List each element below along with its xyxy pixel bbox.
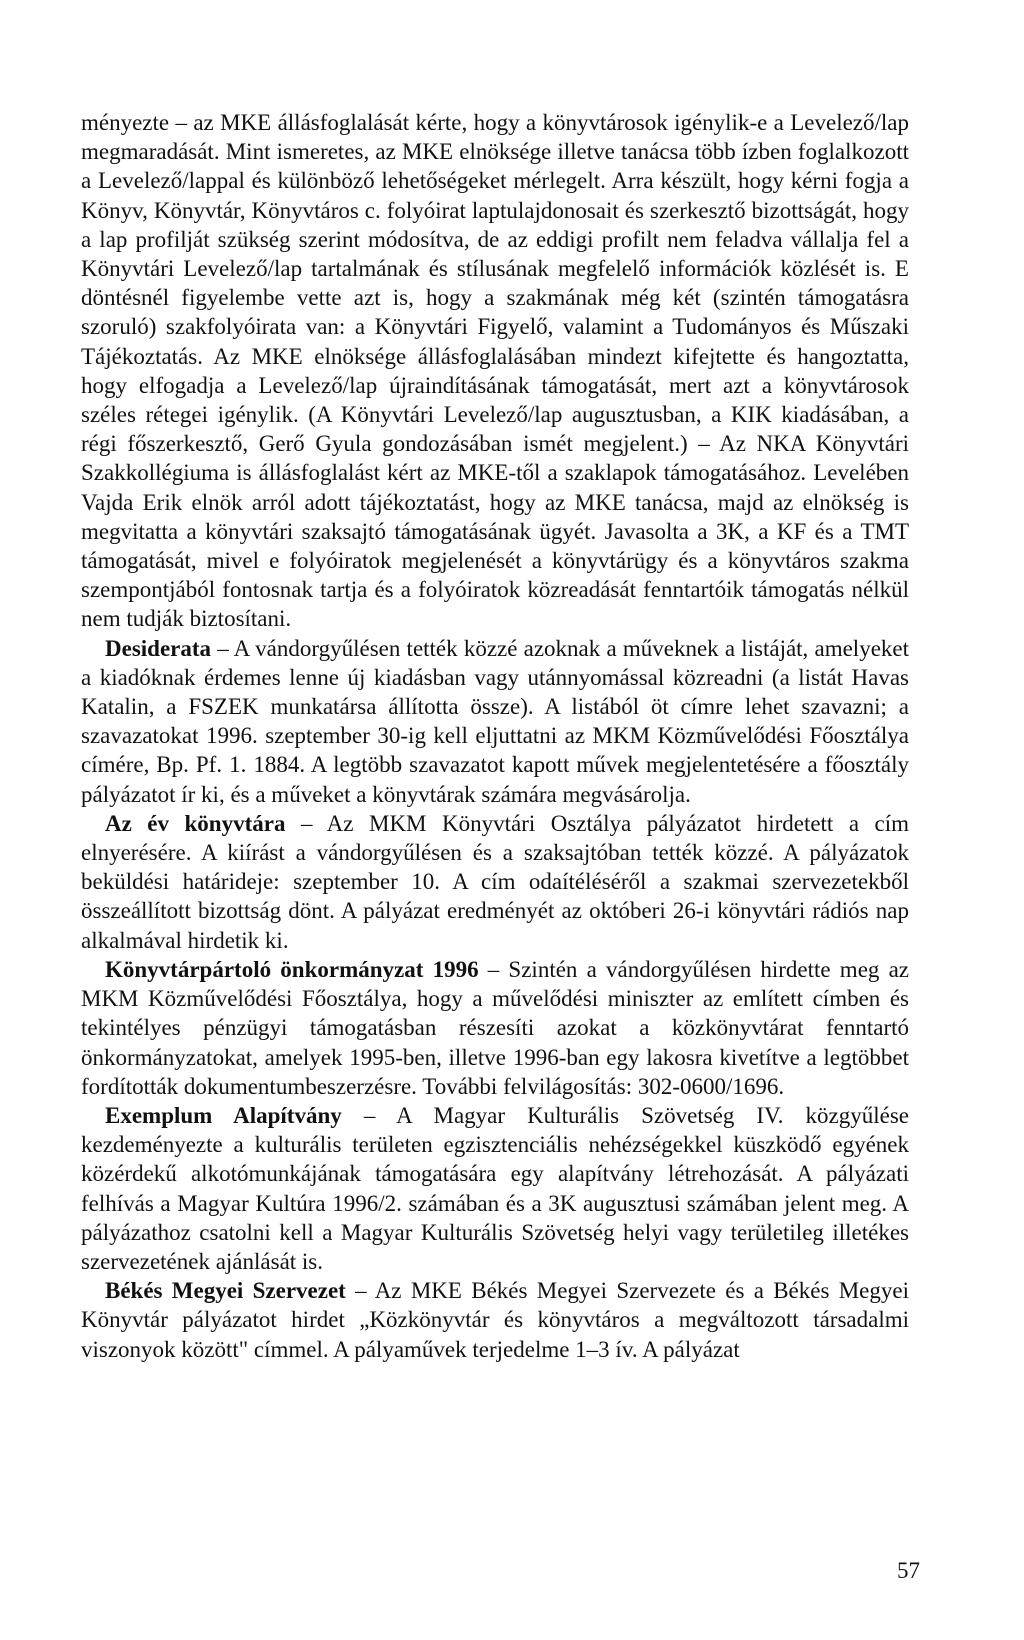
section-heading-exemplum-alapitvany: Exemplum Alapítvány <box>105 1102 342 1128</box>
paragraph-text: – Az MKM Könyvtári Osztálya pályázatot hirdetett a cím elnyerésére. A kiírást a vándorgyűlésen és a szaksajtóban tették közzé. A pályázatok beküldési határideje: szeptember 10. A cím odaítéléséről a szakmai szervezetekből összeállított bizottság dönt. A pályázat eredményét az októberi 26-i könyvtári rádiós nap alkalmával hirdetik ki. <box>81 810 910 953</box>
paragraph-text: ményezte – az MKE állásfoglalását kérte, hogy a könyvtárosok igénylik-e a Levelező/lap megmaradását. Mint ismeretes, az MKE elnöksége illetve tanácsa több ízben foglalkozott a Levelező/lappal és különböző lehetőségeket mérlegelt. Arra készült, hogy kérni fogja a Könyv, Könyvtár, Könyvtáros c. folyóirat laptulajdonosait és szerkesztő bizottságát, hogy a lap profilját szükség szerint módosítva, de az eddigi profilt nem feladva vállalja fel a Könyvtári Levelező/lap tartalmának és stílusának megfelelő információk közlését is. E döntésnél figyelembe vette azt is, hogy a szakmának még két (szintén támogatásra szoruló) szakfolyóirata van: a Könyvtári Figyelő, valamint a Tudományos és Műszaki Tájékoztatás. Az MKE elnöksége állásfoglalásában mindezt kifejtette és hangoztatta, hogy elfogadja a Levelező/lap újraindításának támogatását, mert azt a könyvtárosok széles rétegei igénylik. (A Könyvtári Levelező/lap augusztusban, a KIK kiadásában, a régi főszerkesztő, Gerő Gyula gondozásában ismét megjelent.) – Az NKA Könyvtári Szakkollégiuma is állásfoglalást kért az MKE-től a szaklapok támogatásához. Levelében Vajda Erik elnök arról adott tájékoztatást, hogy az MKE tanácsa, majd az elnökség is megvitatta a könyvtári szaksajtó támogatásának ügyét. Javasolta a 3K, a KF és a TMT támogatását, mivel e folyóiratok megjelenését a könyvtárügy és a könyvtáros szakma szempontjából fontosnak tartja és a folyóiratok közreadását fenntartóik támogatás nélkül nem tudják biztosítani. <box>81 110 909 632</box>
paragraph-text: – Az MKE Békés Megyei Szervezete és a Békés Megyei Könyvtár pályázatot hirdet „Közkönyvtár és könyvtáros a megváltozott társadalmi viszonyok között" címmel. A pályaművek terjedelme 1–3 ív. A pályázat <box>81 1278 909 1362</box>
paragraph-desiderata <box>81 634 909 809</box>
paragraph-konyvtarparto-onkormanyzat <box>81 955 909 1101</box>
section-heading-konyvtarparto-onkormanyzat: Könyvtárpártoló önkormányzat 1996 <box>105 956 479 982</box>
page-number: 57 <box>897 1558 920 1583</box>
paragraph-text: – A vándorgyűlésen tették közzé azoknak a műveknek a listáját, amelyeket a kiadóknak érdemes lenne új kiadásban vagy utánnyomással közreadni (a listát Havas Katalin, a FSZEK munkatársa állította össze). A listából öt címre lehet szavazni; a szavazatokat 1996. szeptember 30-ig kell eljuttatni az MKM Közművelődési Főosztálya címére, Bp. Pf. 1. 1884. A legtöbb szavazatot kapott művek megjelentetésére a főosztály pályázatot ír ki, és a műveket a könyvtárak számára megvásárolja. <box>81 635 909 807</box>
section-heading-az-ev-konyvtara: Az év könyvtára <box>105 810 286 836</box>
section-heading-desiderata: Desiderata <box>105 635 212 661</box>
paragraph-az-ev-konyvtara <box>81 809 909 955</box>
paragraph-exemplum-alapitvany <box>81 1101 909 1276</box>
paragraph-bekes-megyei-szervezet <box>81 1276 909 1364</box>
body-text <box>81 108 909 1364</box>
paragraph-text: – A Magyar Kulturális Szövetség IV. közgyűlése kezdeményezte a kulturális területen egzisztenciális nehézségekkel küszködő egyének közérdekű alkotómunkájának támogatására egy alapítvány létrehozását. A pályázati felhívás a Magyar Kultúra 1996/2. számában és a 3K augusztusi számában jelent meg. A pályázathoz csatolni kell a Magyar Kulturális Szövetség helyi vagy területileg illetékes szervezetének ajánlását is. <box>81 1102 909 1274</box>
paragraph-continuation <box>81 108 909 634</box>
section-heading-bekes-megyei-szervezet: Békés Megyei Szervezet <box>105 1278 346 1304</box>
paragraph-text: – Szintén a vándorgyűlésen hirdette meg az MKM Közművelődési Főosztálya, hogy a művelődési miniszter az említett címben és tekintélyes pénzügyi támogatásban részesíti azokat a közkönyvtárat fenntartó önkormányzatokat, amelyek 1995-ben, illetve 1996-ban egy lakosra kivetítve a legtöbbet fordították dokumentumbeszerzésre. További felvilágosítás: 302-0600/1696. <box>81 956 909 1099</box>
